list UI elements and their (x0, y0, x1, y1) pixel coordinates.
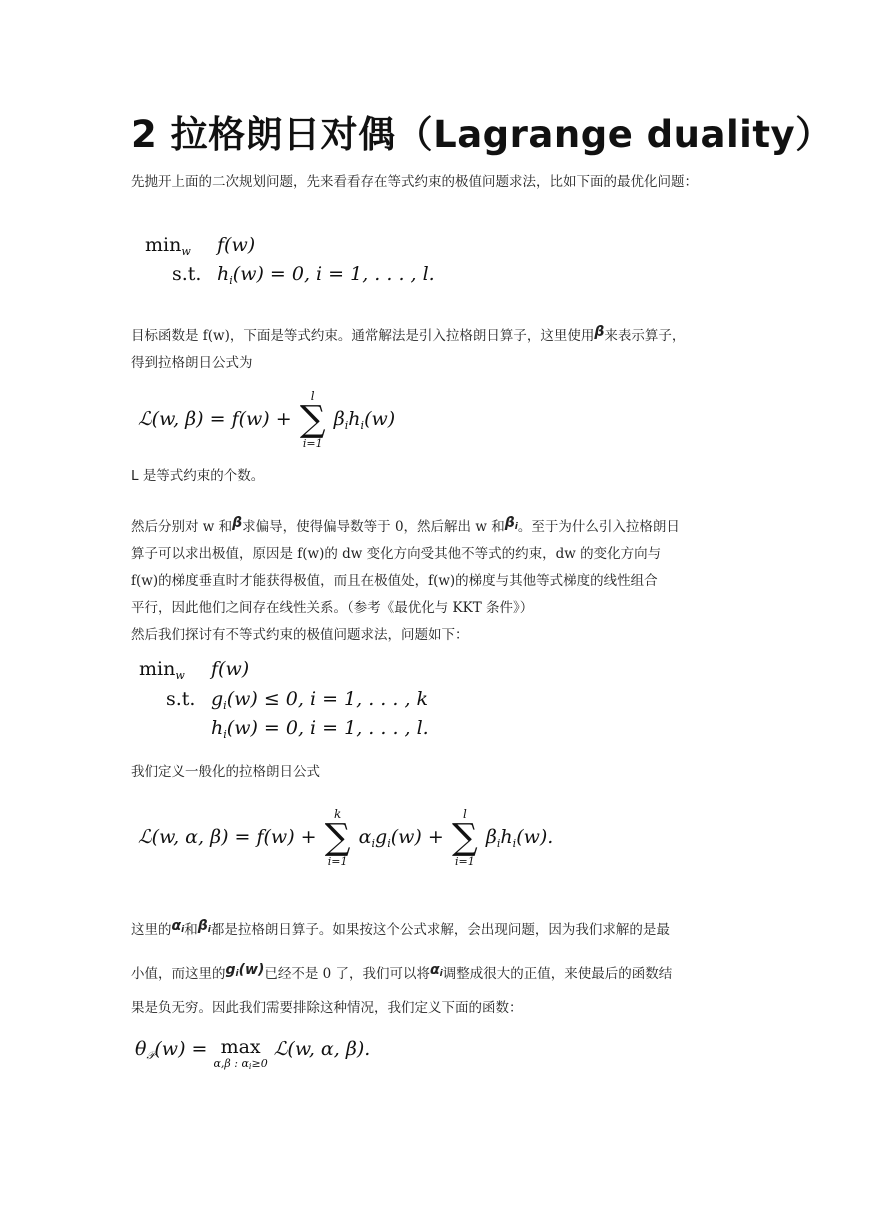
paragraph-intro: 先抛开上面的二次规划问题，先来看看存在等式约束的极值问题求法，比如下面的最优化问题： (131, 174, 698, 190)
summation-symbol: l ∑ i=1 (452, 807, 478, 868)
eq1-constraint: h (217, 263, 230, 285)
beta-symbol: β (232, 515, 243, 531)
paragraph-objective: 目标函数是 f(w)，下面是等式约束。通常解法是引入拉格朗日算子，这里使用β来表示算子， 得到拉格朗日公式为 (131, 324, 686, 371)
eq1-st: s.t. (172, 263, 202, 285)
beta-i-symbol: βi (197, 918, 211, 935)
beta-symbol: β (594, 324, 605, 340)
equation-lagrangian: ℒ(w, β) = f(w) + l ∑ i=1 $\beta_ih_i(w)$ (138, 389, 396, 450)
alpha-i-symbol: αi (171, 918, 185, 935)
paragraph-l-count: L 是等式约束的个数。 (131, 468, 265, 484)
paragraph-inequality-intro: 然后我们探讨有不等式约束的极值问题求法，问题如下： (131, 627, 469, 643)
eq1-objective: f(w) (217, 234, 256, 256)
equation-theta-primal: $\theta_𝒫(w)$ = max α,β : αi≥0 ℒ(w, α, β). (135, 1036, 371, 1071)
paragraph-multipliers: 这里的αi和βi都是拉格朗日算子。如果按这个公式求解，会出现问题，因为我们求解的是最 小值，而这里的gi(w)已经不是 0 了，我们可以将αi调整成很大的正值，来使最后的函数结 果是负无穷。因此我们需要排除这种情况，我们定义下面的函数： (131, 918, 673, 1016)
summation-symbol: l ∑ i=1 (299, 389, 326, 450)
section-title: 2 拉格朗日对偶（Lagrange duality） (131, 113, 833, 156)
document-page: 2 拉格朗日对偶（Lagrange duality） 先抛开上面的二次规划问题，先来看看存在等式约束的极值问题求法，比如下面的最优化问题： $\min_w$ f(w) s.t. $h_i(w) = 0$, i = 1, . . . , l. 目标函数是 f(w)，下面是等式约束。通常解法是引入拉格朗日算子，这里使用β来表示算子， 得到拉格朗日公式为 ℒ(w, β) = f(w) + l ∑ i=1 $\beta_ih_i(w)$ L 是等式约束的个数。 然后分别对 w 和β求偏导，使得偏导数等于 0，然后解出 w 和βi。至于为什么引入拉格朗日 算子可以求出极值，原因是 f(w)的 dw 变化方向受其他不等式的约束，dw 的变化方向与 f(w)的梯度垂直时才能获得极值，而且在极值处，f(w)的梯度与其他等式梯度的线性组合 平行，因此他们之间存在线性关系。（参考《最优化与 KKT 条件》） 然后我们探讨有不等式约束的极值问题求法，问题如下： $\min_w$ f(w) s.t. $g_i(w) \le 0$, i = 1, . . . , k $h_i(w) = 0$, i = 1, . . . , l. 我们定义一般化的拉格朗日公式 ℒ(w, α, β) = f(w) + k ∑ i=1 $\alpha_ig_i(w)$ + l ∑ i=1 $\beta_ih_i(w)$. 这里的αi和βi都是拉格朗日算子。如果按这个公式求解，会出现问题，因为我们求解的是最 小值，而这里的gi(w)已经不是 0 了，我们可以将αi调整成很大的正值，来使最后的函数结 果是负无穷。因此我们需要排除这种情况，我们定义下面的函数： $\theta_𝒫(w)$ = max α,β : αi≥0 ℒ(w, α, β). (0, 0, 869, 1228)
summation-symbol: k ∑ i=1 (324, 807, 351, 868)
paragraph-general-lagrangian: 我们定义一般化的拉格朗日公式 (131, 764, 320, 780)
paragraph-partial-derivative: 然后分别对 w 和β求偏导，使得偏导数等于 0，然后解出 w 和βi。至于为什么引入拉格朗日 算子可以求出极值，原因是 f(w)的 dw 变化方向受其他不等式的约束，dw 的变化方向与 f(w)的梯度垂直时才能获得极值，而且在极值处，f(w)的梯度与其他等式梯度的线性组合 平行，因此他们之间存在线性关系。（参考《最优化与 KKT 条件》） (131, 515, 680, 616)
g-i-w-symbol: gi(w) (225, 962, 265, 979)
max-operator: max α,β : αi≥0 (213, 1036, 268, 1071)
equation-generalized-lagrangian: ℒ(w, α, β) = f(w) + k ∑ i=1 $\alpha_ig_i(w)$ + l ∑ i=1 $\beta_ih_i(w)$. (138, 807, 554, 868)
alpha-i-symbol: αi (430, 962, 443, 979)
eq1-min: min (145, 234, 182, 256)
beta-i-symbol: βi (504, 515, 518, 532)
